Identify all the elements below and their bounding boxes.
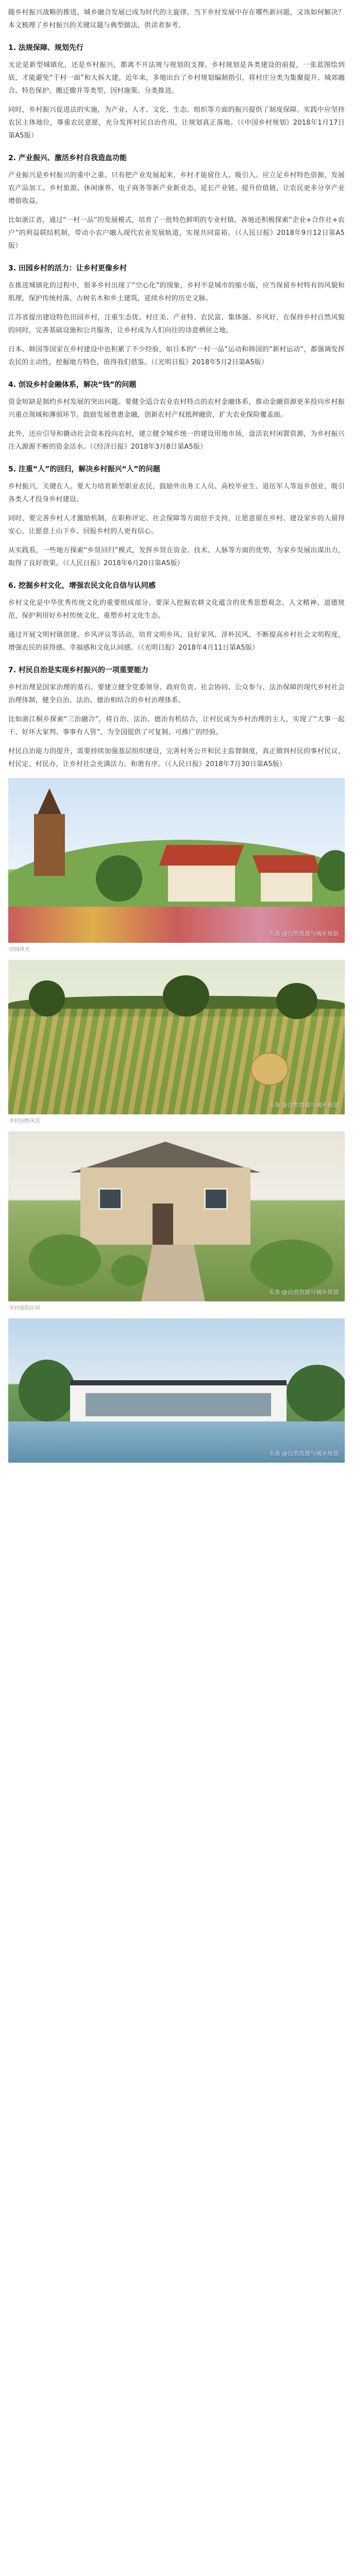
paragraph: 日本、韩国等国家在乡村建设中也积累了不少经验，如日本的“一村一品”运动和韩国的“新村运动”，都强调发挥农民的主动性，挖掘地方特色，值得我们借鉴。（《光明日报》2018年5月2日第A5版） [8,346,345,366]
section-6 [8,580,345,654]
farmland-photo [8,960,345,1114]
paragraph: 乡村文化是中华优秀传统文化的重要组成部分。要深入挖掘农耕文化蕴含的优秀思想观念、人文精神、道德规范，保护利用好乡村传统文化，重塑乡村文化生态。 [8,599,345,620]
section-1 [8,42,345,142]
figure-2 [8,960,345,1124]
waterside-building-photo [8,1318,345,1463]
section-2 [8,152,345,252]
section-title: 5. 注重“人”的回归，解决乡村振兴“人”的问题 [8,465,160,473]
paragraph: 产业振兴是乡村振兴的重中之重。只有把产业发展起来，乡村才能留住人、吸引人。应立足乡村特色资源，发展农产品加工、乡村旅游、休闲康养、电子商务等新产业新业态，延长产业链、提升价值链，让农民更多分享产业增值收益。 [8,172,345,205]
paragraph: 乡村治理是国家治理的基石。要建立健全党委领导、政府负责、社会协同、公众参与、法治保障的现代乡村社会治理体制，健全自治、法治、德治相结合的乡村治理体系。 [8,684,345,704]
image-watermark: 头条 @自然资源与城乡规划 [268,1289,339,1296]
paragraph: 在推进城镇化的过程中，很多乡村出现了“空心化”的现象。乡村不是城市的缩小版，应当保留乡村特有的风貌和肌理，保护传统村落、古树名木和乡土建筑，延续乡村的历史文脉。 [8,282,345,302]
section-7 [8,665,345,771]
paragraph: 村民自治能力的提升，需要持续加强基层组织建设，完善村务公开和民主监督制度，真正做到村民的事村民议、村民定、村民办，让乡村社会充满活力、和谐有序。（《人民日报》2018年7月30日第A5版） [8,748,345,768]
image-watermark: 头条 @自然资源与城乡规划 [268,1102,339,1109]
article-intro: 随乡村振兴战略的推进，城乡融合发展已成为时代的主旋律。当下乡村发展中存在哪些新问题，又该如何解决？本文梳理了乡村振兴的关键议题与典型做法，供读者参考。 [8,9,345,29]
section-3 [8,263,345,369]
figure-3 [8,1131,345,1311]
section-title: 2. 产业振兴、激活乡村自我造血功能 [8,154,127,162]
section-title: 4. 创设乡村金融体系，解决“钱”的问题 [8,381,137,389]
paragraph: 同时，要完善乡村人才激励机制，在职称评定、社会保障等方面给予支持，让愿意留在乡村、建设家乡的人留得安心，让愿意上山下乡、回报乡村的人更有信心。 [8,515,345,535]
paragraph: 乡村振兴，关键在人。要大力培育新型职业农民，鼓励外出务工人员、高校毕业生、退伍军人等返乡创业，吸引各类人才投身乡村建设。 [8,483,345,503]
image-watermark: 头条 @自然资源与城乡规划 [268,930,339,937]
paragraph: 从实践看，一些地方探索“乡贤回归”模式，发挥乡贤在资金、技术、人脉等方面的优势，为家乡发展出谋出力，取得了良好效果。（《人民日报》2018年6月20日第A5版） [8,547,345,567]
figure-1 [8,778,345,953]
section-title: 6. 挖掘乡村文化，增强农民文化自信与认同感 [8,582,156,590]
section-5 [8,464,345,570]
image-caption: 乡村田野风光 [9,1118,40,1124]
section-title: 7. 村民自治是实现乡村振兴的一项重要能力 [8,666,148,674]
village-church-photo [8,778,345,943]
paragraph: 比如浙江省，通过“一村一品”的发展模式，培育了一批特色鲜明的专业村镇。各地还积极探索“企业+合作社+农户”的利益联结机制，带动小农户融入现代农业发展轨道，实现共同富裕。（《人民日报》2018年9月12日第A5版） [8,216,345,250]
image-caption: 田园风光 [9,947,30,953]
figure-4 [8,1318,345,1463]
paragraph: 通过开展文明村镇创建、乡风评议等活动，培育文明乡风、良好家风、淳朴民风，不断提高乡村社会文明程度，增强农民的获得感、幸福感和文化认同感。（《光明日报》2018年4月11日第A5版） [8,631,345,652]
paragraph: 比如浙江桐乡探索“三治融合”，将自治、法治、德治有机结合，让村民成为乡村治理的主人，实现了“大事一起干、好坏大家判、事事有人管”，为全国提供了可复制、可推广的经验。 [8,716,345,736]
paragraph: 江苏省提出建设特色田园乡村，注重生态优、村庄美、产业特、农民富、集体强、乡风好，在保持乡村自然风貌的同时，完善基础设施和公共服务，让乡村成为人们向往的诗意栖居之地。 [8,314,345,334]
section-title: 1. 法规保障、规划先行 [8,44,83,52]
paragraph: 此外，还应引导和撬动社会资本投向农村，建立健全城乡统一的建设用地市场，盘活农村闲置资源，为乡村振兴注入源源不断的资金活水。（《经济日报》2018年3月8日第A5版） [8,430,345,451]
image-caption: 乡村庭院民居 [9,1306,40,1311]
paragraph: 无论是新型城镇化，还是乡村振兴，都离不开法规与规划的支撑。乡村规划是各类建设的前提，一张蓝图绘到底，才能避免“千村一面”和大拆大建。近年来，多地出台了乡村规划编制指引，将村庄分类为集聚提升、城郊融合、特色保护、搬迁撤并等类型，因村施策、分类推进。 [8,61,345,95]
section-title: 3. 田园乡村的活力：让乡村更像乡村 [8,264,127,273]
paragraph: 同时，乡村振兴促进法的实施，为产业、人才、文化、生态、组织等方面的振兴提供了制度保障。实践中应坚持农民主体地位，尊重农民意愿，充分发挥村民自治作用，让规划真正落地。（《中国乡村规划》2018年1月17日第A5版） [8,106,345,140]
courtyard-house-photo [8,1131,345,1301]
image-watermark: 头条 @自然资源与城乡规划 [268,1450,339,1457]
paragraph: 资金短缺是制约乡村发展的突出问题。要健全适合农业农村特点的农村金融体系，推动金融资源更多投向乡村振兴重点领域和薄弱环节。鼓励发展普惠金融，创新农村产权抵押融资，扩大农业保险覆盖面。 [8,398,345,419]
section-4 [8,379,345,453]
